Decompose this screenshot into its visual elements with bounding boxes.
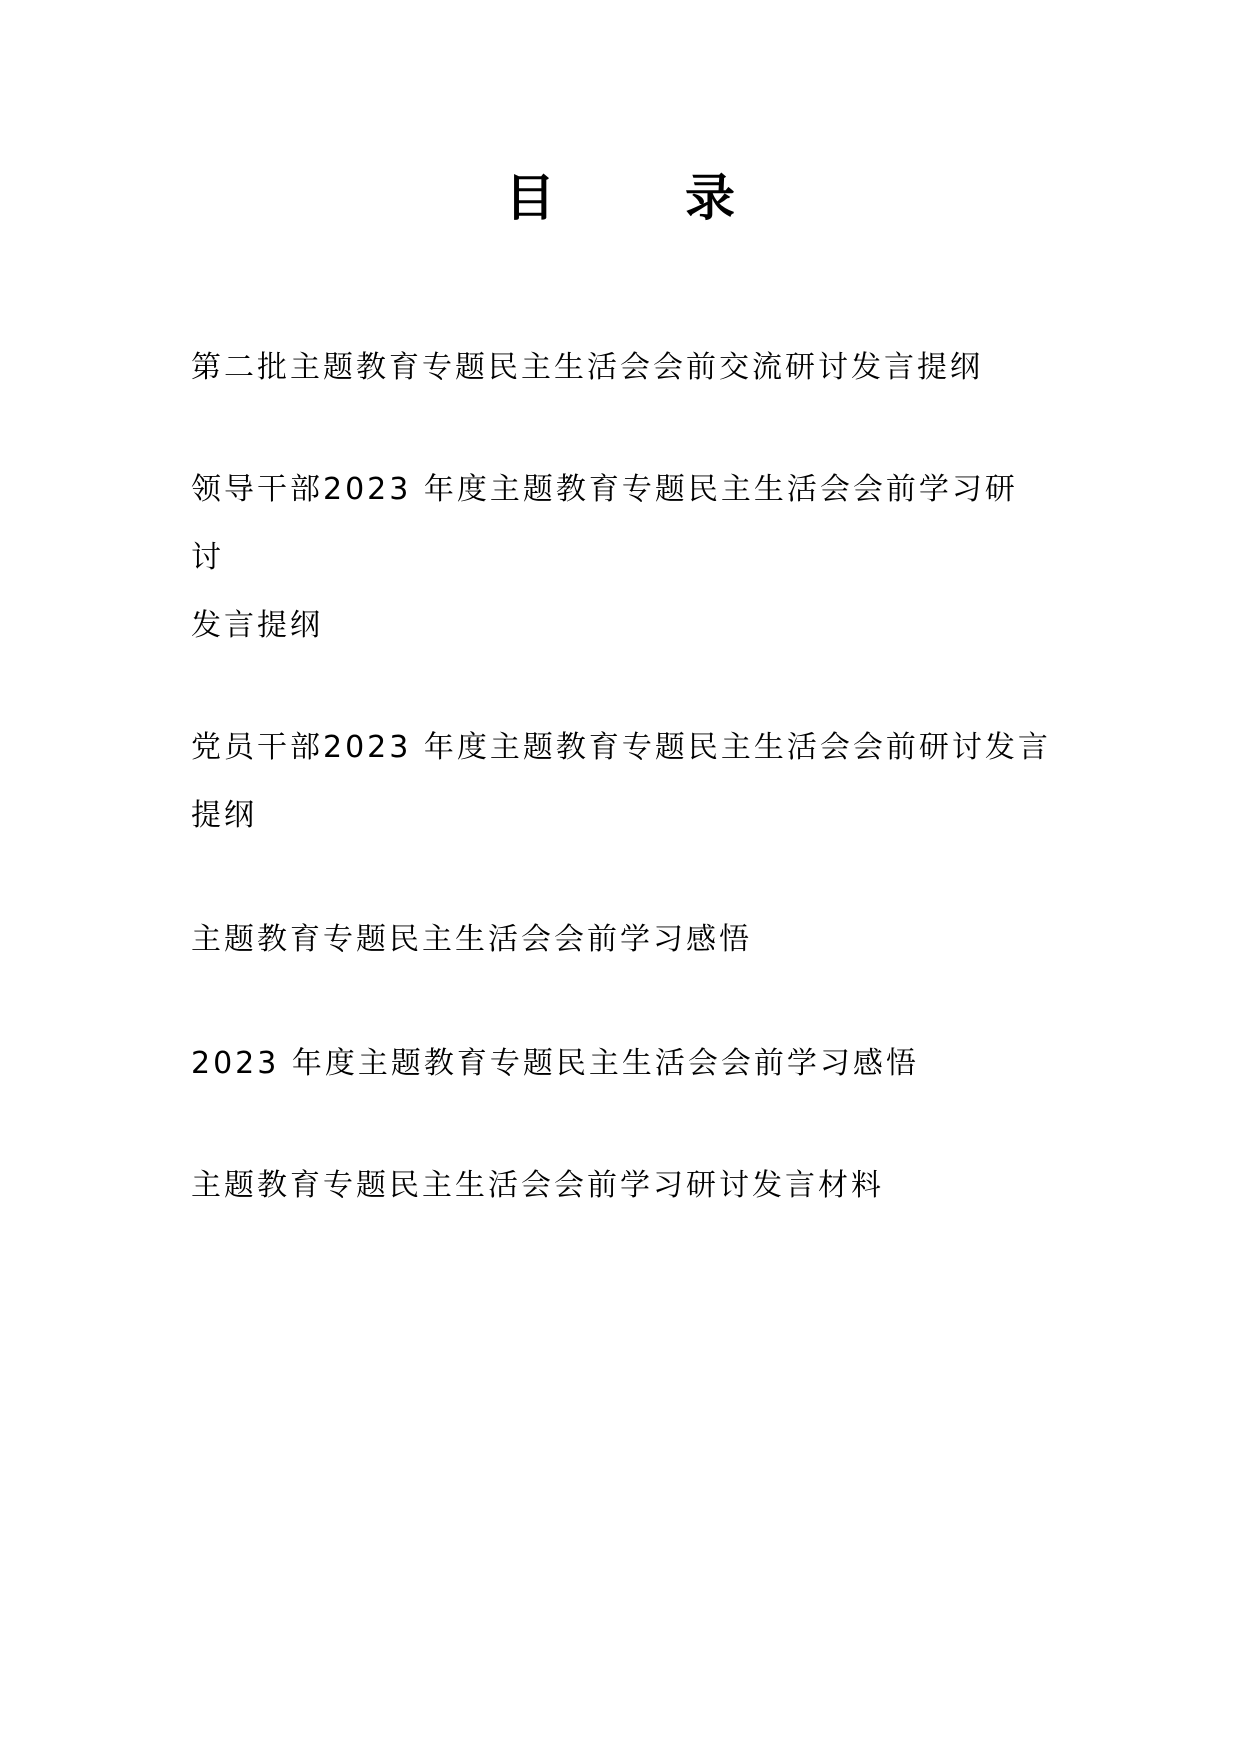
- toc-entry-2-line-1: 领导干部2023 年度主题教育专题民主生活会会前学习研: [191, 472, 1018, 507]
- toc-title: 目 录: [505, 169, 775, 227]
- toc-entry-4-line-1: 主题教育专题民主生活会会前学习感悟: [191, 922, 752, 957]
- toc-entry-5-line-1: 2023 年度主题教育专题民主生活会会前学习感悟: [191, 1046, 919, 1081]
- toc-entry-6-line-1: 主题教育专题民主生活会会前学习研讨发言材料: [191, 1168, 884, 1203]
- toc-entry-1-line-1: 第二批主题教育专题民主生活会会前交流研讨发言提纲: [191, 350, 983, 385]
- toc-entry-3-line-2: 提纲: [191, 798, 257, 833]
- toc-entry-3-line-1: 党员干部2023 年度主题教育专题民主生活会会前研讨发言: [191, 730, 1051, 765]
- toc-entry-2-line-2: 讨: [191, 540, 224, 575]
- toc-entry-2-line-3: 发言提纲: [191, 608, 323, 643]
